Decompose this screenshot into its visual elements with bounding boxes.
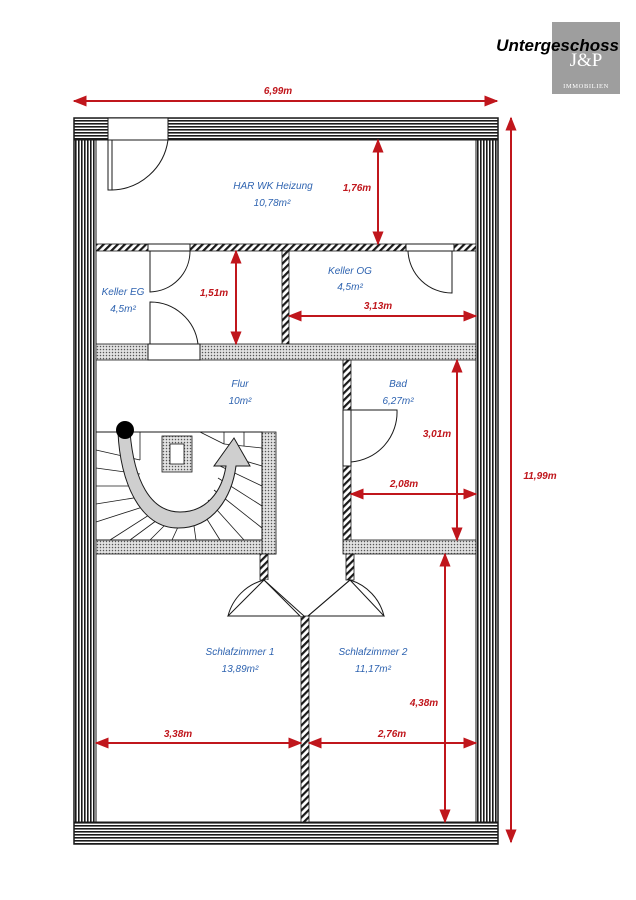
- room-schlaf1-name: Schlafzimmer 1: [205, 647, 275, 658]
- wall-bad-bottom: [343, 540, 476, 554]
- door-keller-eg-top: [148, 244, 190, 292]
- wall-schlaf-divider: [301, 616, 309, 822]
- room-keller-eg-name: Keller EG: [101, 287, 145, 298]
- door-schlaf2: [308, 580, 384, 616]
- room-schlaf2-name: Schlafzimmer 2: [338, 647, 408, 658]
- wall-stair-right: [262, 432, 276, 554]
- wall-keller-divider: [282, 251, 289, 344]
- dim-bad-width: 2,08m: [389, 479, 419, 490]
- staircase: [96, 421, 262, 540]
- dim-schlaf2-height: 4,38m: [409, 698, 439, 709]
- wall-right: [476, 140, 498, 822]
- room-bad-name: Bad: [389, 379, 407, 390]
- dim-schlaf1-width: 3,38m: [163, 729, 193, 740]
- door-keller-eg-bottom: [148, 302, 200, 360]
- room-flur-area: 10m²: [228, 396, 252, 407]
- page-title: Untergeschoss: [496, 36, 619, 55]
- dim-total-width: 6,99m: [263, 86, 293, 97]
- room-flur-name: Flur: [231, 379, 249, 390]
- dim-bad-height: 3,01m: [422, 429, 452, 440]
- room-har-name: HAR WK Heizung: [233, 181, 313, 192]
- dim-keller-og-width: 3,13m: [363, 301, 393, 312]
- door-top-outer: [108, 118, 168, 190]
- room-keller-eg-area: 4,5m²: [110, 304, 136, 315]
- company-logo: [552, 22, 620, 94]
- dim-schlaf2-width: 2,76m: [377, 729, 407, 740]
- stair-start-dot: [116, 421, 134, 439]
- room-schlaf2-area: 11,17m²: [355, 664, 391, 675]
- door-keller-og: [406, 244, 454, 293]
- wall-schlaf-stub-left: [260, 554, 268, 580]
- dim-keller-eg-height: 1,51m: [199, 288, 229, 299]
- wall-left: [74, 140, 96, 822]
- logo-brand: J&P: [569, 50, 603, 71]
- dim-har-height: 1,76m: [342, 183, 372, 194]
- door-bad: [343, 410, 397, 466]
- wall-bottom: [74, 822, 498, 844]
- wall-schlaf-stub-right: [346, 554, 354, 580]
- room-bad-area: 6,27m²: [382, 396, 414, 407]
- room-har-area: 10,78m²: [253, 198, 291, 209]
- room-keller-og-name: Keller OG: [328, 266, 372, 277]
- logo-subtitle: IMMOBILIEN: [563, 83, 609, 90]
- room-schlaf1-area: 13,89m²: [221, 664, 259, 675]
- room-keller-og-area: 4,5m²: [337, 282, 363, 293]
- wall-stair-bottom: [96, 540, 276, 554]
- dim-total-height: 11,99m: [523, 471, 557, 482]
- door-schlaf1: [228, 580, 304, 616]
